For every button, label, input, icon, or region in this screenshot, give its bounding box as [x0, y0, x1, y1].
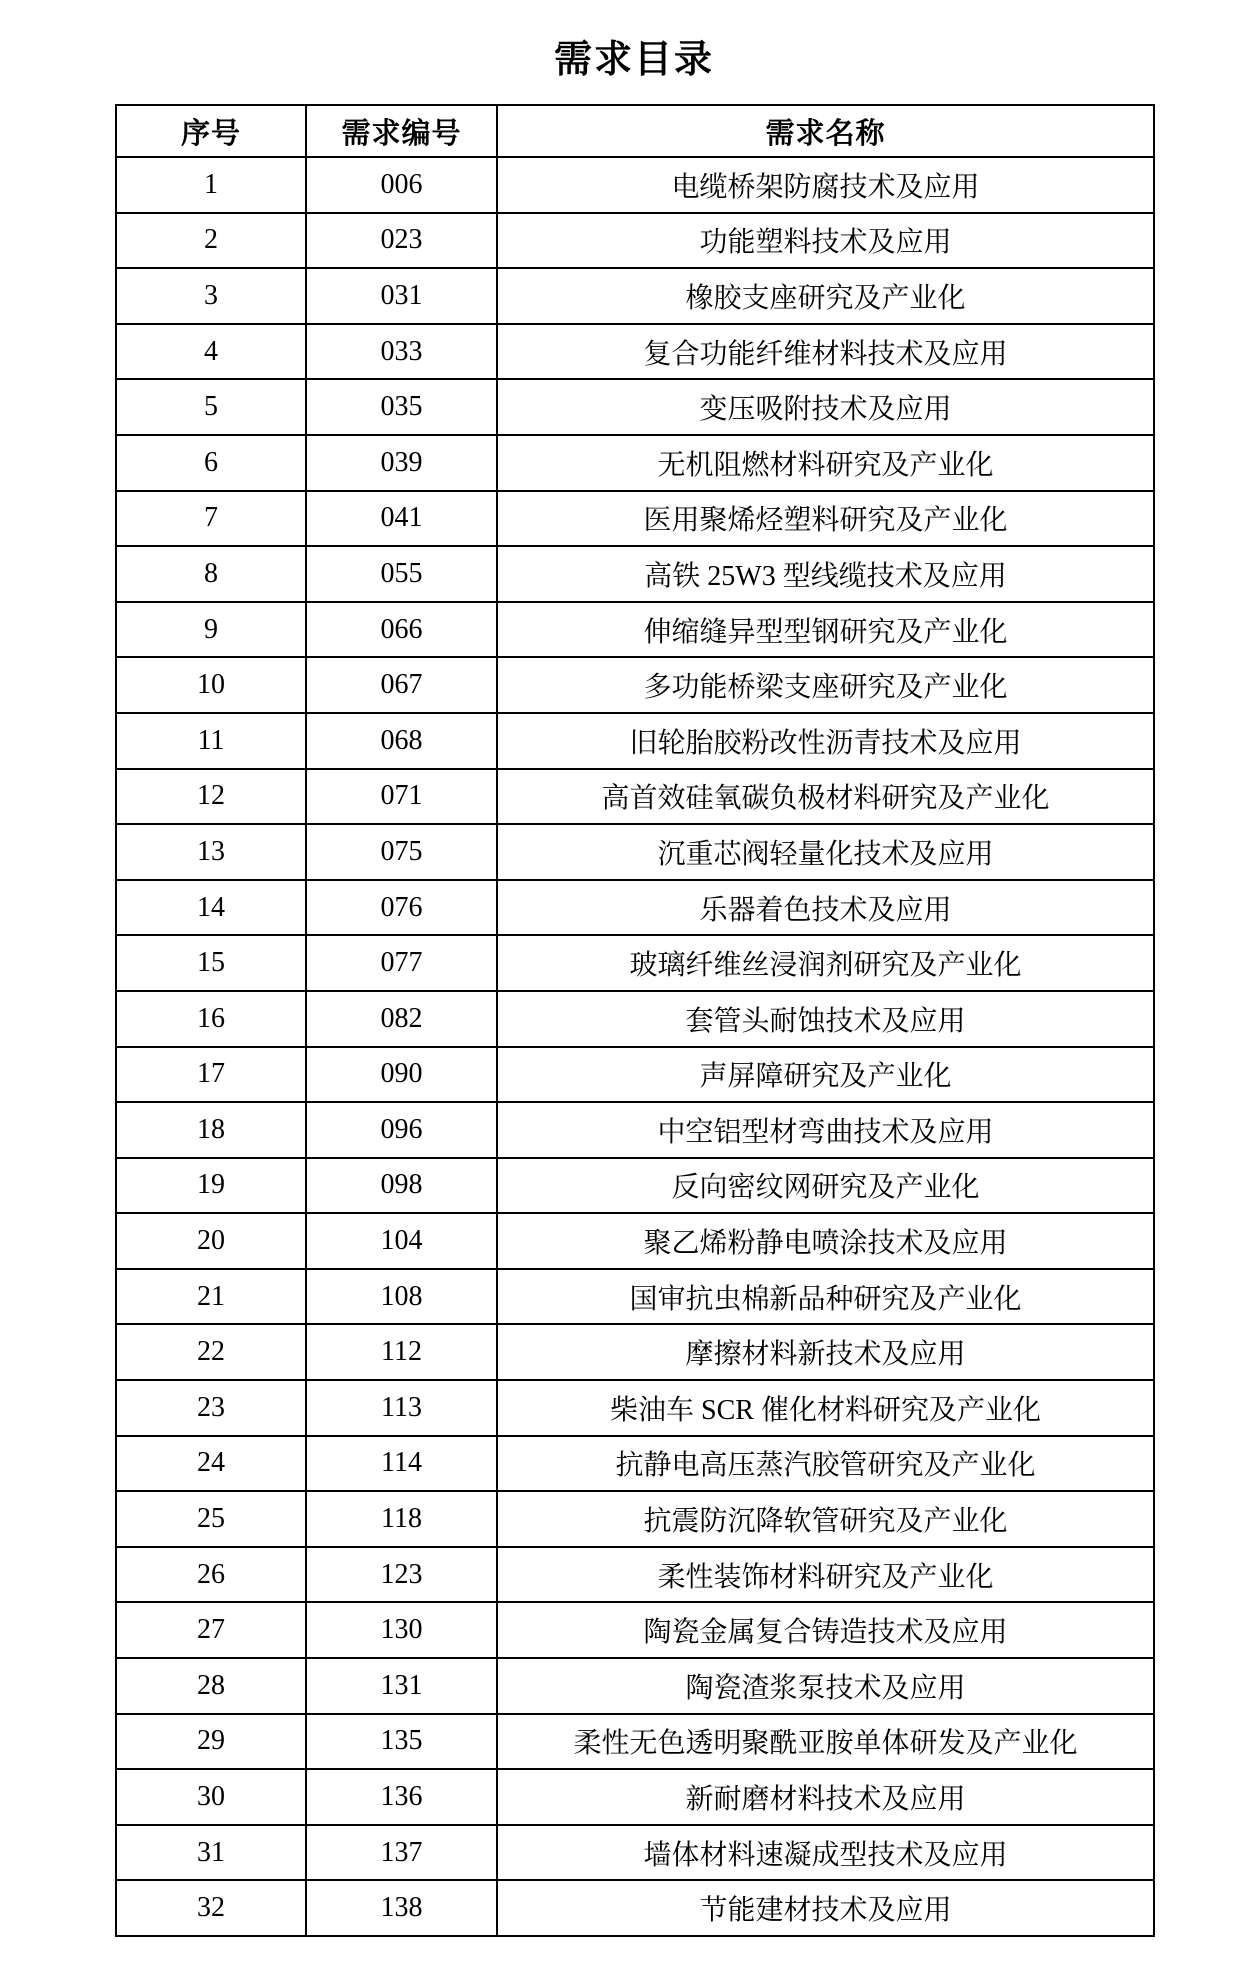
table-row	[116, 379, 1154, 435]
cell-demand-name: 高铁 25W3 型线缆技术及应用	[497, 546, 1154, 602]
demand-catalog-table	[115, 104, 1155, 1937]
table-row	[116, 435, 1154, 491]
cell-demand-name: 无机阻燃材料研究及产业化	[497, 435, 1154, 491]
cell-demand-name: 功能塑料技术及应用	[497, 213, 1154, 269]
cell-demand-name: 变压吸附技术及应用	[497, 379, 1154, 435]
cell-demand-code: 113	[306, 1380, 497, 1436]
cell-serial-number: 20	[116, 1213, 306, 1269]
cell-demand-code: 023	[306, 213, 497, 269]
cell-demand-code: 090	[306, 1047, 497, 1103]
cell-demand-name: 高首效硅氧碳负极材料研究及产业化	[497, 769, 1154, 825]
cell-serial-number: 5	[116, 379, 306, 435]
cell-demand-code: 137	[306, 1825, 497, 1881]
table-row	[116, 1547, 1154, 1603]
cell-serial-number: 6	[116, 435, 306, 491]
cell-demand-code: 071	[306, 769, 497, 825]
cell-demand-code: 055	[306, 546, 497, 602]
table-row	[116, 324, 1154, 380]
cell-serial-number: 16	[116, 991, 306, 1047]
cell-demand-code: 135	[306, 1714, 497, 1770]
cell-serial-number: 21	[116, 1269, 306, 1325]
cell-demand-name: 橡胶支座研究及产业化	[497, 268, 1154, 324]
cell-demand-name: 柴油车 SCR 催化材料研究及产业化	[497, 1380, 1154, 1436]
cell-demand-code: 031	[306, 268, 497, 324]
table-row	[116, 1491, 1154, 1547]
table-row	[116, 268, 1154, 324]
cell-demand-name: 柔性装饰材料研究及产业化	[497, 1547, 1154, 1603]
table-row	[116, 1213, 1154, 1269]
table-row	[116, 880, 1154, 936]
cell-demand-name: 摩擦材料新技术及应用	[497, 1324, 1154, 1380]
cell-demand-name: 聚乙烯粉静电喷涂技术及应用	[497, 1213, 1154, 1269]
table-header-row	[116, 105, 1154, 157]
cell-serial-number: 7	[116, 491, 306, 547]
cell-demand-name: 中空铝型材弯曲技术及应用	[497, 1102, 1154, 1158]
cell-demand-code: 138	[306, 1880, 497, 1936]
cell-serial-number: 15	[116, 935, 306, 991]
cell-serial-number: 19	[116, 1158, 306, 1214]
page-title: 需求目录	[553, 39, 714, 81]
cell-serial-number: 26	[116, 1547, 306, 1603]
cell-demand-name: 多功能桥梁支座研究及产业化	[497, 657, 1154, 713]
cell-serial-number: 32	[116, 1880, 306, 1936]
cell-demand-code: 098	[306, 1158, 497, 1214]
table-row	[116, 1602, 1154, 1658]
table-row	[116, 491, 1154, 547]
cell-serial-number: 23	[116, 1380, 306, 1436]
cell-demand-code: 039	[306, 435, 497, 491]
table-row	[116, 1769, 1154, 1825]
cell-demand-code: 112	[306, 1324, 497, 1380]
table-row	[116, 1658, 1154, 1714]
cell-demand-code: 082	[306, 991, 497, 1047]
table-row	[116, 1436, 1154, 1492]
cell-serial-number: 11	[116, 713, 306, 769]
cell-demand-code: 123	[306, 1547, 497, 1603]
cell-serial-number: 13	[116, 824, 306, 880]
cell-demand-name: 沉重芯阀轻量化技术及应用	[497, 824, 1154, 880]
cell-serial-number: 22	[116, 1324, 306, 1380]
cell-serial-number: 14	[116, 880, 306, 936]
cell-serial-number: 1	[116, 157, 306, 213]
table-row	[116, 935, 1154, 991]
cell-demand-name: 国审抗虫棉新品种研究及产业化	[497, 1269, 1154, 1325]
cell-demand-code: 077	[306, 935, 497, 991]
table-row	[116, 824, 1154, 880]
cell-demand-code: 136	[306, 1769, 497, 1825]
cell-demand-code: 075	[306, 824, 497, 880]
table-row	[116, 1880, 1154, 1936]
table-row	[116, 1825, 1154, 1881]
table-row	[116, 1102, 1154, 1158]
cell-serial-number: 12	[116, 769, 306, 825]
cell-demand-code: 104	[306, 1213, 497, 1269]
table-row	[116, 602, 1154, 658]
cell-serial-number: 17	[116, 1047, 306, 1103]
table-row	[116, 1324, 1154, 1380]
cell-demand-name: 反向密纹网研究及产业化	[497, 1158, 1154, 1214]
cell-demand-name: 陶瓷金属复合铸造技术及应用	[497, 1602, 1154, 1658]
cell-demand-code: 035	[306, 379, 497, 435]
cell-demand-name: 玻璃纤维丝浸润剂研究及产业化	[497, 935, 1154, 991]
table-row	[116, 1158, 1154, 1214]
table-row	[116, 1380, 1154, 1436]
cell-serial-number: 31	[116, 1825, 306, 1881]
table-row	[116, 1269, 1154, 1325]
table-row	[116, 657, 1154, 713]
cell-serial-number: 24	[116, 1436, 306, 1492]
table-row	[116, 713, 1154, 769]
cell-serial-number: 18	[116, 1102, 306, 1158]
cell-demand-name: 声屏障研究及产业化	[497, 1047, 1154, 1103]
cell-demand-name: 医用聚烯烃塑料研究及产业化	[497, 491, 1154, 547]
cell-demand-name: 柔性无色透明聚酰亚胺单体研发及产业化	[497, 1714, 1154, 1770]
column-header-serial-number: 序号	[116, 105, 306, 157]
table-row	[116, 1714, 1154, 1770]
cell-demand-name: 旧轮胎胶粉改性沥青技术及应用	[497, 713, 1154, 769]
table-row	[116, 546, 1154, 602]
cell-serial-number: 9	[116, 602, 306, 658]
cell-demand-name: 节能建材技术及应用	[497, 1880, 1154, 1936]
cell-demand-name: 抗静电高压蒸汽胶管研究及产业化	[497, 1436, 1154, 1492]
cell-demand-name: 电缆桥架防腐技术及应用	[497, 157, 1154, 213]
cell-serial-number: 30	[116, 1769, 306, 1825]
cell-demand-code: 041	[306, 491, 497, 547]
cell-demand-code: 068	[306, 713, 497, 769]
cell-serial-number: 28	[116, 1658, 306, 1714]
cell-serial-number: 27	[116, 1602, 306, 1658]
cell-demand-code: 033	[306, 324, 497, 380]
cell-demand-name: 乐器着色技术及应用	[497, 880, 1154, 936]
cell-demand-name: 新耐磨材料技术及应用	[497, 1769, 1154, 1825]
cell-demand-name: 套管头耐蚀技术及应用	[497, 991, 1154, 1047]
cell-demand-name: 抗震防沉降软管研究及产业化	[497, 1491, 1154, 1547]
cell-serial-number: 29	[116, 1714, 306, 1770]
table-row	[116, 157, 1154, 213]
cell-demand-name: 伸缩缝异型型钢研究及产业化	[497, 602, 1154, 658]
cell-demand-code: 114	[306, 1436, 497, 1492]
cell-demand-code: 067	[306, 657, 497, 713]
cell-demand-name: 陶瓷渣浆泵技术及应用	[497, 1658, 1154, 1714]
cell-serial-number: 25	[116, 1491, 306, 1547]
cell-demand-code: 131	[306, 1658, 497, 1714]
table-row	[116, 1047, 1154, 1103]
cell-serial-number: 10	[116, 657, 306, 713]
cell-demand-code: 118	[306, 1491, 497, 1547]
table-row	[116, 769, 1154, 825]
cell-serial-number: 4	[116, 324, 306, 380]
cell-demand-code: 130	[306, 1602, 497, 1658]
cell-demand-code: 108	[306, 1269, 497, 1325]
cell-demand-name: 墙体材料速凝成型技术及应用	[497, 1825, 1154, 1881]
cell-demand-code: 076	[306, 880, 497, 936]
cell-serial-number: 2	[116, 213, 306, 269]
table-body	[116, 157, 1154, 1936]
table-row	[116, 213, 1154, 269]
cell-serial-number: 8	[116, 546, 306, 602]
cell-demand-name: 复合功能纤维材料技术及应用	[497, 324, 1154, 380]
cell-demand-code: 096	[306, 1102, 497, 1158]
column-header-demand-code: 需求编号	[306, 105, 497, 157]
column-header-demand-name: 需求名称	[497, 105, 1154, 157]
cell-demand-code: 066	[306, 602, 497, 658]
cell-demand-code: 006	[306, 157, 497, 213]
table-row	[116, 991, 1154, 1047]
cell-serial-number: 3	[116, 268, 306, 324]
